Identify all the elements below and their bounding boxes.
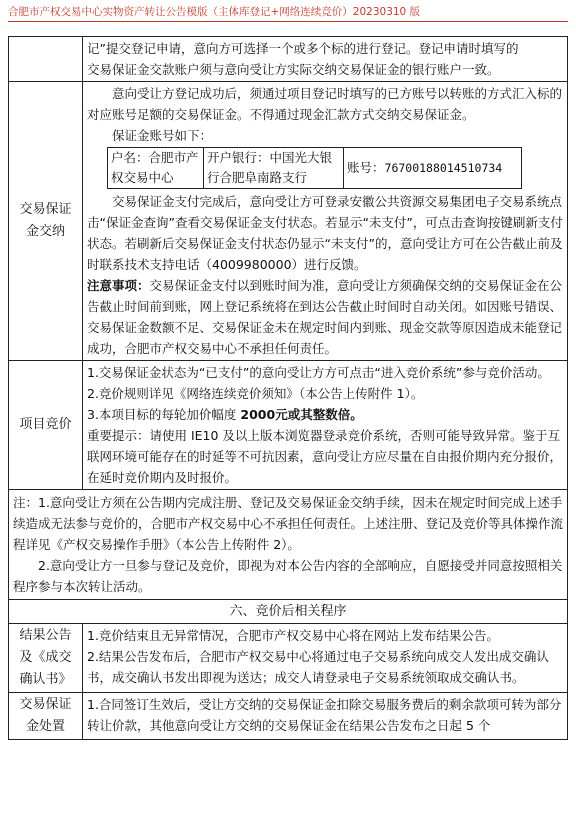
notice-text: 交易保证金支付以到账时间为准，意向受让方须确保交纳的交易保证金在公告截止时间前到账，网上登记系统将在到达公告截止时间时自动关闭。如因账号错误、交易保证金数额不足、交易保证金未在规定时间内到账、现金交款等原因造成未能登记成功，合肥市产权交易中心不承担任何责任。 <box>87 278 563 356</box>
announcement-table <box>8 36 568 740</box>
empty-label-cell <box>9 37 83 82</box>
deposit-paragraph: 交易保证金支付完成后，意向受让方可登录安徽公共资源交易集团电子交易系统点击“保证金查询”查看交易保证金支付状态。若显示“未支付”，可点击查询按键刷新支付状态。若刷新后交易保证金支付状态仍显示“未支付”的，意向受让方可在公告截止前及时联系技术支持电话（4009980000）进行反馈。 <box>87 194 563 272</box>
label-line: 金交纳 <box>25 224 65 239</box>
note-item: 注：1.意向受让方须在公告期内完成注册、登记及交易保证金交纳手续，因未在规定时间完成上述手续造成无法参与竞价的，合肥市产权交易中心不承担任何责任。上述注册、登记及竞价等具体操作流程详见《产权交易操作手册》（本公告上传附件 2）。 <box>13 495 564 552</box>
account-name: 户名：合肥市产权交易中心 <box>108 148 204 189</box>
account-number-cell <box>344 148 522 189</box>
note-item: 2.意向受让方一旦参与登记及竞价，即视为对本公告内容的全部响应，自愿接受并同意按照相关程序参与本次转让活动。 <box>13 558 563 594</box>
bidding-content <box>83 361 568 490</box>
label-line: 金处置 <box>25 719 65 734</box>
table-row <box>9 693 568 740</box>
text-line: 记”提交登记申请，意向方可选择一个或多个标的进行登记。登记申请时填写的 <box>87 41 519 56</box>
table-row <box>9 82 568 361</box>
label-line: 确认书》 <box>19 672 72 687</box>
table-row <box>9 361 568 490</box>
list-item: 1.交易保证金状态为“已支付”的意向受让方方可点击“进入竞价系统”参与竞价活动。 <box>87 365 550 380</box>
list-item: 2.竞价规则详见《网络连续竞价须知》（本公告上传附件 1）。 <box>87 386 424 401</box>
list-item <box>87 404 563 425</box>
disposal-content <box>83 693 568 740</box>
account-bank: 开户银行：中国光大银行合肥阜南路支行 <box>204 148 344 189</box>
list-item: 2.结果公告发布后，合肥市产权交易中心将通过电子交易系统向成交人发出成交确认书，成交确认书发出即视为送达；成交人请登录电子交易系统领取成交确认书。 <box>87 649 549 685</box>
account-number: 76700188014510734 <box>384 161 503 175</box>
list-item: 1.合同签订生效后，受让方交纳的交易保证金扣除交易服务费后的剩余款项可转为部分转让价款，其他意向受让方交纳的交易保证金在结果公告发布之日起 5 个 <box>87 697 562 733</box>
account-title: 保证金账号如下： <box>112 128 213 143</box>
note-cell <box>9 490 568 600</box>
deposit-label <box>9 82 83 361</box>
deposit-content <box>83 82 568 361</box>
section-title: 六、竞价后相关程序 <box>9 600 568 624</box>
increment-amount: 2000元或其整数倍。 <box>240 407 363 422</box>
increment-text: 3.本项目标的每轮加价幅度 <box>87 407 241 422</box>
list-item: 1.竞价结束且无异常情况，合肥市产权交易中心将在网站上发布结果公告。 <box>87 628 499 643</box>
table-row <box>9 490 568 600</box>
label-line: 结果公告 <box>19 628 72 643</box>
account-number-label: 账号： <box>347 160 385 175</box>
deposit-notice <box>87 275 563 359</box>
account-table <box>107 147 522 189</box>
deposit-paragraph: 意向受让方登记成功后，须通过项目登记时填写的已方账号以转账的方式汇入标的对应账号足额的交易保证金。不得通过现金汇款方式交纳交易保证金。 <box>87 86 563 122</box>
result-label <box>9 624 83 693</box>
table-row <box>9 600 568 624</box>
disposal-label <box>9 693 83 740</box>
bidding-label: 项目竞价 <box>9 361 83 490</box>
result-content <box>83 624 568 693</box>
important-notice: 重要提示：请使用 IE10 及以上版本浏览器登录竞价系统，否则可能导致异常。鉴于互联网环境可能存在的时延等不可抗因素，意向受让方应尽量在自由报价期内充分报价，在延时竞价期内及时报价。 <box>87 428 563 485</box>
table-row <box>9 37 568 82</box>
label-line: 交易保证 <box>19 697 72 712</box>
table-row <box>9 624 568 693</box>
label-line: 交易保证 <box>19 202 72 217</box>
text-line: 交易保证金交款账户须与意向受让方实际交纳交易保证金的银行账户一致。 <box>87 62 500 77</box>
document-header: 合肥市产权交易中心实物资产转让公告模版（主体库登记+网络连续竞价）20230310 版 <box>8 4 568 22</box>
label-line: 及《成交 <box>19 650 72 665</box>
notice-label: 注意事项： <box>87 278 150 293</box>
continued-registration-cell <box>83 37 568 82</box>
